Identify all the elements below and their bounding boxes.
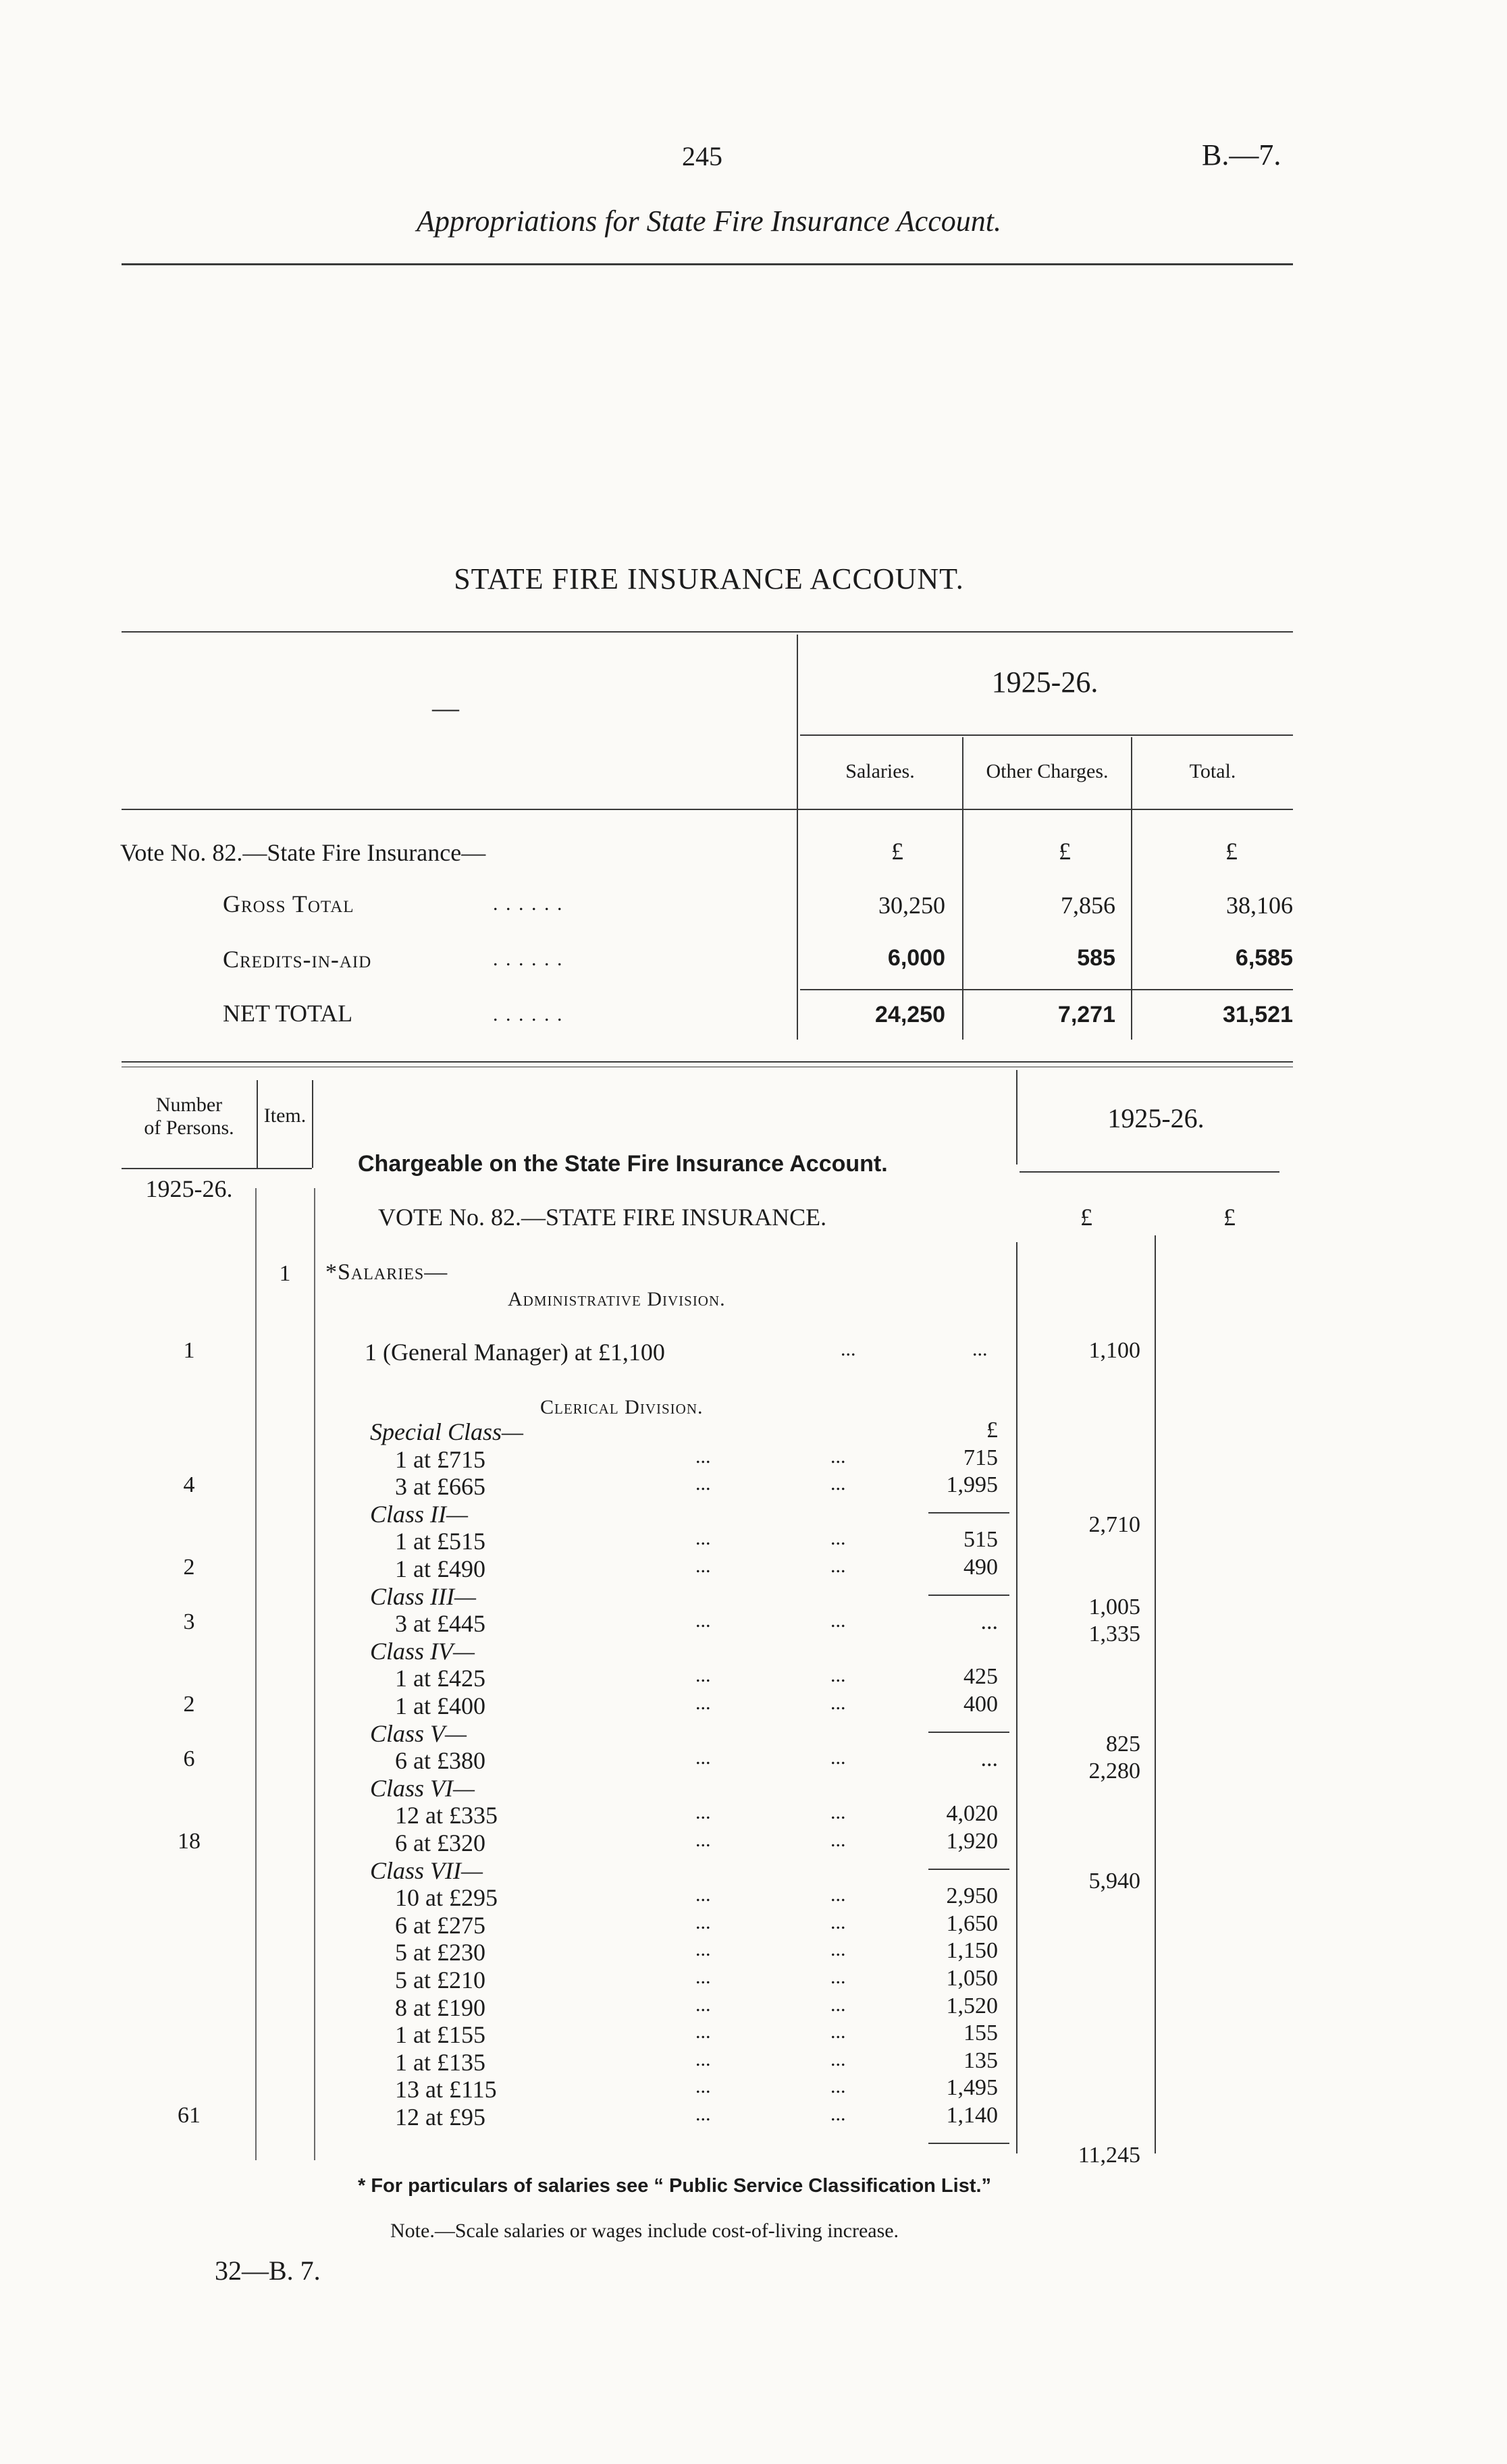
col-number-of-persons-line2: of Persons. <box>144 1117 234 1139</box>
detail-line <box>0 1993 1507 2020</box>
line-dots: ... <box>830 1993 846 2016</box>
detail-line <box>0 2131 1507 2168</box>
line-dots: ... <box>695 1883 711 1906</box>
gm-line: 1 (General Manager) at £1,100 <box>365 1339 665 1366</box>
line-dots: ... <box>695 1993 711 2016</box>
line-subamount: 1,050 <box>946 1966 998 1991</box>
line-text: 13 at £115 <box>395 2076 497 2103</box>
line-subamount: 1,920 <box>946 1829 998 1854</box>
row-label-net-total: NET TOTAL <box>223 1000 353 1027</box>
footnote: * For particulars of salaries see “ Public Service Classification List.” <box>358 2175 992 2197</box>
currency-other: £ <box>1059 838 1071 865</box>
line-dots: ... <box>695 1609 711 1632</box>
line-dots: ... <box>830 1609 846 1632</box>
line-text: 5 at £230 <box>395 1939 485 1966</box>
line-amount: 1,335 <box>1088 1622 1140 1646</box>
detail-line <box>0 1801 1507 1828</box>
gross-salaries: 30,250 <box>878 892 945 919</box>
gm-persons: 1 <box>183 1338 195 1363</box>
detail-line <box>0 1966 1507 1993</box>
line-subamount: 425 <box>963 1664 998 1689</box>
detail-left-rule <box>122 1168 312 1169</box>
line-dots: ... <box>830 1938 846 1960</box>
line-subamount: 135 <box>963 2048 998 2073</box>
line-dots: ... <box>830 1801 846 1823</box>
line-dots: ... <box>830 1911 846 1933</box>
detail-line <box>0 1692 1507 1719</box>
line-text: 1 at £715 <box>395 1446 485 1473</box>
line-dots: ... <box>830 1527 846 1549</box>
line-dots: ... <box>695 1746 711 1769</box>
net-salaries: 24,250 <box>875 1002 945 1027</box>
gm-dots-1: ... <box>841 1338 856 1360</box>
note: Note.—Scale salaries or wages include cost-of-living increase. <box>390 2220 899 2242</box>
line-subamount: 1,495 <box>946 2075 998 2100</box>
detail-line <box>0 1911 1507 1938</box>
line-subamount: 515 <box>963 1527 998 1552</box>
detail-line <box>0 1938 1507 1965</box>
line-subamount: 2,950 <box>946 1883 998 1908</box>
document-reference: B.—7. <box>1202 138 1281 171</box>
subtotal-rule <box>928 1869 1009 1870</box>
line-dots: ... <box>830 1664 846 1686</box>
persons-year: 1925-26. <box>145 1175 233 1202</box>
line-dots: ... <box>830 1883 846 1906</box>
detail-line <box>0 1472 1507 1499</box>
line-text: 6 at £380 <box>395 1747 485 1774</box>
line-dots: ... <box>695 1527 711 1549</box>
line-text: 5 at £210 <box>395 1966 485 1993</box>
line-subamount: 1,150 <box>946 1938 998 1963</box>
gross-other: 7,856 <box>1061 892 1115 919</box>
detail-line <box>0 1774 1507 1801</box>
line-subamount: 490 <box>963 1555 998 1580</box>
gross-total: 38,106 <box>1226 892 1293 919</box>
detail-line <box>0 1664 1507 1691</box>
line-persons: 61 <box>178 2103 201 2128</box>
summary-dash: — <box>432 693 459 723</box>
item-number: 1 <box>279 1261 291 1286</box>
line-dots: ... <box>695 1801 711 1823</box>
credits-total: 6,585 <box>1235 945 1293 971</box>
detail-line <box>0 1746 1507 1784</box>
currency-total: £ <box>1225 838 1238 865</box>
line-text: 1 at £490 <box>395 1555 485 1582</box>
subtotal-rule <box>928 2143 1009 2144</box>
detail-line <box>0 1609 1507 1646</box>
summary-year: 1925-26. <box>991 666 1099 699</box>
header-rule <box>122 263 1293 265</box>
row-label-credits-in-aid: Credits-in-aid <box>223 946 372 973</box>
line-amount: 5,940 <box>1088 1869 1140 1894</box>
detail-line <box>0 1555 1507 1582</box>
line-text: 8 at £190 <box>395 1994 485 2021</box>
credits-salaries: 6,000 <box>887 945 945 971</box>
summary-top-rule <box>122 631 1293 633</box>
detail-year-rule <box>1020 1171 1279 1173</box>
row-dots: . . . . . . <box>493 1003 564 1025</box>
net-total-rule <box>800 989 1293 990</box>
signature-mark: 32—B. 7. <box>215 2255 321 2286</box>
credits-other: 585 <box>1077 945 1115 971</box>
line-text: 10 at £295 <box>395 1884 498 1911</box>
class-heading: Class III— <box>370 1583 477 1610</box>
line-subamount: 4,020 <box>946 1801 998 1826</box>
subtotal-rule <box>928 1595 1009 1596</box>
line-dots: ... <box>830 1829 846 1851</box>
line-text: 1 at £135 <box>395 2049 485 2076</box>
col-number-of-persons-line1: Number <box>155 1094 223 1116</box>
page-number: 245 <box>682 141 722 171</box>
line-dots: ... <box>830 1445 846 1468</box>
class-heading: Class II— <box>370 1501 469 1528</box>
detail-line <box>0 1500 1507 1537</box>
line-dots: ... <box>830 1746 846 1769</box>
line-dots: ... <box>830 2020 846 2043</box>
class-heading: Class V— <box>370 1720 467 1747</box>
detail-currency-1: £ <box>1080 1204 1092 1231</box>
line-dots: ... <box>695 1472 711 1495</box>
line-text: 1 at £515 <box>395 1528 485 1555</box>
line-dots: ... <box>830 2075 846 2097</box>
salaries-heading: *Salaries— <box>325 1260 448 1285</box>
col-salaries: Salaries. <box>845 760 915 782</box>
line-subamount: 1,650 <box>946 1911 998 1936</box>
line-persons: 18 <box>178 1829 201 1854</box>
net-other: 7,271 <box>1057 1002 1115 1027</box>
line-dots: ... <box>830 1966 846 1988</box>
detail-line <box>0 1582 1507 1619</box>
line-dots: ... <box>830 2103 846 2125</box>
line-dots: ... <box>830 1472 846 1495</box>
class-heading: Class IV— <box>370 1638 475 1665</box>
line-dots: ... <box>695 1966 711 1988</box>
col-item: Item. <box>263 1104 307 1127</box>
line-persons: 6 <box>183 1746 195 1771</box>
line-dots: ... <box>695 1555 711 1577</box>
currency-salaries: £ <box>891 838 903 865</box>
line-subamount: £ <box>986 1418 998 1443</box>
vote-label: Vote No. 82.—State Fire Insurance— <box>120 839 486 866</box>
net-total: 31,521 <box>1223 1002 1293 1027</box>
line-dots: ... <box>695 1692 711 1714</box>
line-subamount: 715 <box>963 1445 998 1470</box>
line-persons: 2 <box>183 1692 195 1717</box>
col-number-of-persons <box>122 1094 257 1140</box>
line-dots: ... <box>695 1445 711 1468</box>
line-dots: ... <box>695 1911 711 1933</box>
line-text: 3 at £665 <box>395 1473 485 1500</box>
row-dots: . . . . . . <box>493 948 564 970</box>
detail-year: 1925-26. <box>1107 1103 1205 1133</box>
detail-line <box>0 1829 1507 1856</box>
clerical-division: Clerical Division. <box>540 1396 704 1418</box>
line-dots: ... <box>830 2048 846 2070</box>
detail-line <box>0 1719 1507 1757</box>
detail-line <box>0 1445 1507 1472</box>
detail-line <box>0 1856 1507 1894</box>
line-text: 1 at £155 <box>395 2021 485 2048</box>
line-dots: ... <box>695 2075 711 2097</box>
detail-line <box>0 1527 1507 1554</box>
class-heading: Class VII— <box>370 1857 483 1884</box>
line-subamount: ... <box>980 1746 998 1771</box>
line-subamount: 1,140 <box>946 2103 998 2128</box>
col-total: Total. <box>1189 760 1236 782</box>
line-dots: ... <box>695 1938 711 1960</box>
line-text: 1 at £425 <box>395 1665 485 1692</box>
line-amount: 1,005 <box>1088 1595 1140 1619</box>
line-amount: 11,245 <box>1078 2143 1140 2168</box>
class-heading: Special Class— <box>370 1418 524 1445</box>
detail-line <box>0 2103 1507 2130</box>
line-text: 6 at £320 <box>395 1829 485 1856</box>
line-dots: ... <box>695 2020 711 2043</box>
line-persons: 2 <box>183 1555 195 1580</box>
line-dots: ... <box>695 2103 711 2125</box>
line-text: 12 at £335 <box>395 1802 498 1829</box>
row-label-gross-total: Gross Total <box>223 890 354 917</box>
summary-bottom-rule <box>122 1061 1293 1063</box>
line-text: 3 at £445 <box>395 1610 485 1637</box>
col-other-charges: Other Charges. <box>986 760 1109 782</box>
detail-line <box>0 1883 1507 1910</box>
line-subamount: ... <box>980 1609 998 1634</box>
line-persons: 4 <box>183 1472 195 1497</box>
line-dots: ... <box>695 1664 711 1686</box>
class-heading: Class VI— <box>370 1775 475 1802</box>
detail-line <box>0 2075 1507 2102</box>
line-text: 1 at £400 <box>395 1692 485 1719</box>
detail-currency-2: £ <box>1223 1204 1236 1231</box>
line-dots: ... <box>830 1555 846 1577</box>
detail-vrule-item-head <box>312 1080 313 1168</box>
line-persons: 3 <box>183 1609 195 1634</box>
detail-line <box>0 1637 1507 1664</box>
line-text: 12 at £95 <box>395 2104 485 2131</box>
chargeable-heading: Chargeable on the State Fire Insurance Account. <box>358 1151 888 1177</box>
line-text: 6 at £275 <box>395 1912 485 1939</box>
line-amount: 2,280 <box>1088 1759 1140 1784</box>
line-dots: ... <box>695 1829 711 1851</box>
line-subamount: 1,995 <box>946 1472 998 1497</box>
subtotal-rule <box>928 1512 1009 1514</box>
line-subamount: 1,520 <box>946 1993 998 2018</box>
summary-year-rule <box>800 734 1293 736</box>
line-dots: ... <box>695 2048 711 2070</box>
detail-line <box>0 2020 1507 2047</box>
line-amount: 825 <box>1106 1732 1140 1757</box>
page-title: Appropriations for State Fire Insurance Account. <box>416 205 1002 238</box>
administrative-division: Administrative Division. <box>508 1288 726 1310</box>
gm-amount: 1,100 <box>1088 1338 1140 1363</box>
line-subamount: 400 <box>963 1692 998 1717</box>
row-dots: . . . . . . <box>493 892 564 915</box>
gm-dots-2: ... <box>972 1338 988 1360</box>
line-subamount: 155 <box>963 2020 998 2045</box>
detail-line <box>0 1418 1507 1445</box>
line-dots: ... <box>830 1692 846 1714</box>
summary-header-rule <box>122 809 1293 810</box>
line-amount: 2,710 <box>1088 1512 1140 1537</box>
subtotal-rule <box>928 1732 1009 1733</box>
section-title: STATE FIRE INSURANCE ACCOUNT. <box>454 562 964 595</box>
detail-line <box>0 2048 1507 2075</box>
vote-heading: VOTE No. 82.—STATE FIRE INSURANCE. <box>378 1204 827 1231</box>
